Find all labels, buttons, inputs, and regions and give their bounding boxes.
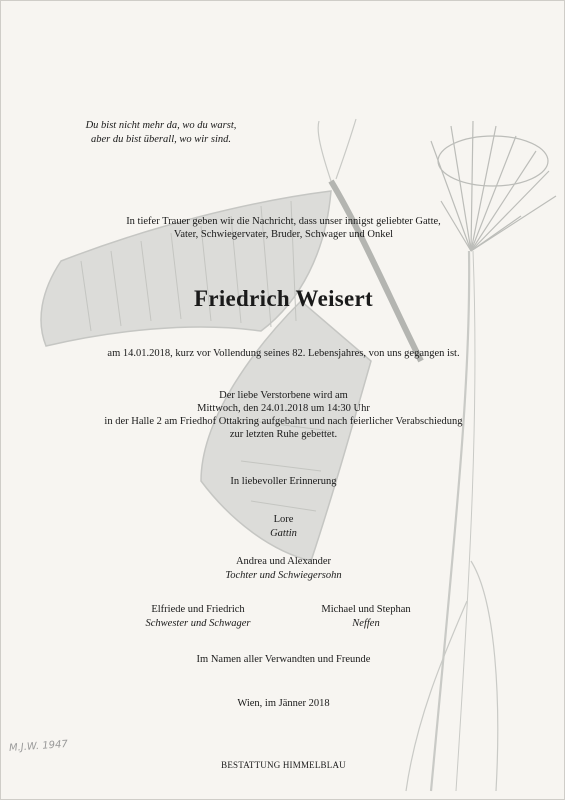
memory-heading: In liebevoller Erinnerung (230, 476, 337, 487)
mourner-name: Michael und Stephan (321, 604, 411, 615)
quote-line: Du bist nicht mehr da, wo du warst, (85, 120, 237, 131)
quote-line: aber du bist überall, wo wir sind. (90, 134, 231, 145)
mourner-relation: Neffen (352, 618, 380, 629)
funeral-line: in der Halle 2 am Friedhof Ottakring aufgebahrt und nach feierlicher Verabschiedung (104, 416, 463, 427)
intro-line: Vater, Schwiegervater, Bruder, Schwager und Onkel (173, 229, 394, 240)
deceased-name: Friedrich Weisert (193, 286, 374, 311)
death-note: am 14.01.2018, kurz vor Vollendung seines 82. Lebensjahres, von uns gegangen ist. (107, 348, 460, 359)
relatives-line: Im Namen aller Verwandten und Freunde (196, 654, 371, 665)
funeral-line: Der liebe Verstorbene wird am (219, 390, 348, 401)
mourner-relation: Tochter und Schwiegersohn (225, 570, 342, 581)
mourner-relation: Schwester und Schwager (145, 618, 251, 629)
mourner-name: Andrea und Alexander (235, 556, 332, 567)
funeral-details (1, 389, 565, 441)
mourner-3 (108, 603, 288, 631)
mourner-relation: Gattin (270, 528, 297, 539)
mourner-2 (1, 555, 565, 583)
intro-line: In tiefer Trauer geben wir die Nachricht, dass unser innigst geliebter Gatte, (126, 216, 441, 227)
mourner-name: Lore (273, 514, 294, 525)
mourner-1 (1, 513, 565, 541)
epigraph-quote (61, 119, 261, 147)
place-date: Wien, im Jänner 2018 (237, 698, 330, 709)
funeral-line: Mittwoch, den 24.01.2018 um 14:30 Uhr (197, 403, 370, 414)
intro-text (1, 215, 565, 241)
artist-signature: M.J.W. 1947 (8, 738, 69, 755)
funeral-line: zur letzten Ruhe gebettet. (229, 429, 338, 440)
undertaker-name: BESTATTUNG HIMMELBLAU (221, 760, 346, 770)
mourner-name: Elfriede und Friedrich (151, 604, 245, 615)
mourner-4 (276, 603, 456, 631)
